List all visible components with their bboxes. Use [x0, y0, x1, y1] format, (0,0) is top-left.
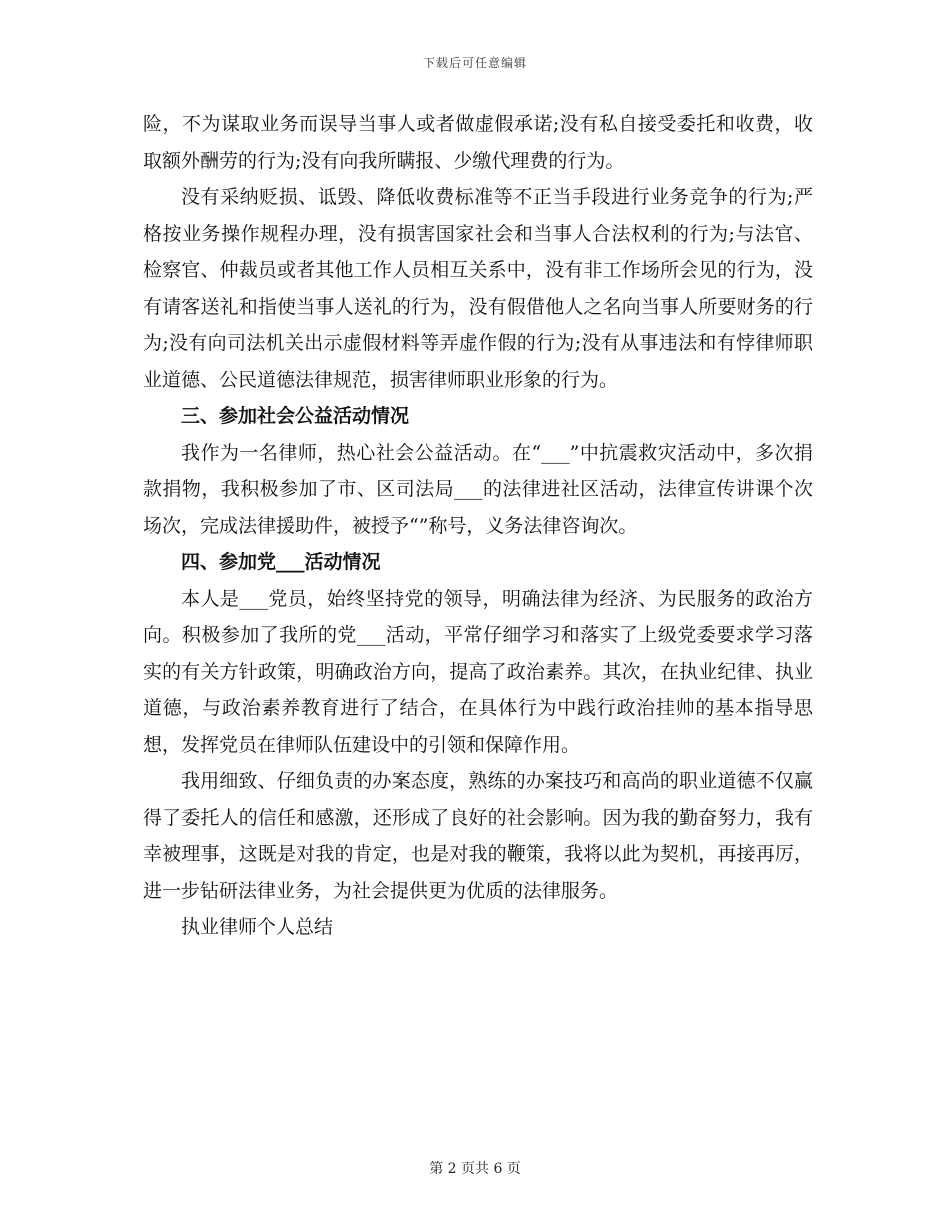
paragraph-continuation: 险，不为谋取业务而误导当事人或者做虚假承诺;没有私自接受委托和收费，收取额外酬劳的行为;没有向我所瞒报、少缴代理费的行为。 [143, 113, 813, 172]
paragraph-next-title: 执业律师个人总结 [181, 916, 334, 938]
section-heading-party-activities: 四、参加党___活动情况 [181, 551, 381, 573]
section-heading-public-welfare: 三、参加社会公益活动情况 [181, 405, 410, 427]
paragraph-conduct: 没有采纳贬损、诋毁、降低收费标准等不正当手段进行业务竞争的行为;严格按业务操作规程办理，没有损害国家社会和当事人合法权利的行为;与法官、检察官、仲裁员或者其他工作人员相互关系中，没有非工作场所会见的行为，没有请客送礼和指使当事人送礼的行为，没有假借他人之名向当事人所要财务的行为;没有向司法机关出示虚假材料等弄虚作假的行为;没有从事违法和有悖律师职业道德、公民道德法律规范，损害律师职业形象的行为。 [143, 186, 813, 391]
paragraph-public-welfare: 我作为一名律师，热心社会公益活动。在“___”中抗震救灾活动中，多次捐款捐物，我积极参加了市、区司法局___的法律进社区活动，法律宣传讲课个次场次，完成法律援助件，被授予“”称号，义务法律咨询次。 [143, 441, 813, 537]
paragraph-party-activities: 本人是___党员，始终坚持党的领导，明确法律为经济、为民服务的政治方向。积极参加了我所的党___活动，平常仔细学习和落实了上级党委要求学习落实的有关方针政策，明确政治方向，提高了政治素养。其次，在执业纪律、执业道德，与政治素养教育进行了结合，在具体行为中践行政治挂帅的基本指导思想，发挥党员在律师队伍建设中的引领和保障作用。 [143, 587, 813, 756]
document-body [143, 106, 813, 946]
page-header: 下载后可任意编辑 [422, 56, 527, 70]
page-footer: 第 2 页共 6 页 [429, 1161, 521, 1177]
paragraph-conclusion: 我用细致、仔细负责的办案态度，熟练的办案技巧和高尚的职业道德不仅赢得了委托人的信任和感激，还形成了良好的社会影响。因为我的勤奋努力，我有幸被理事，这既是对我的肯定，也是对我的鞭策，我将以此为契机，再接再厉，进一步钻研法律业务，为社会提供更为优质的法律服务。 [143, 770, 813, 902]
